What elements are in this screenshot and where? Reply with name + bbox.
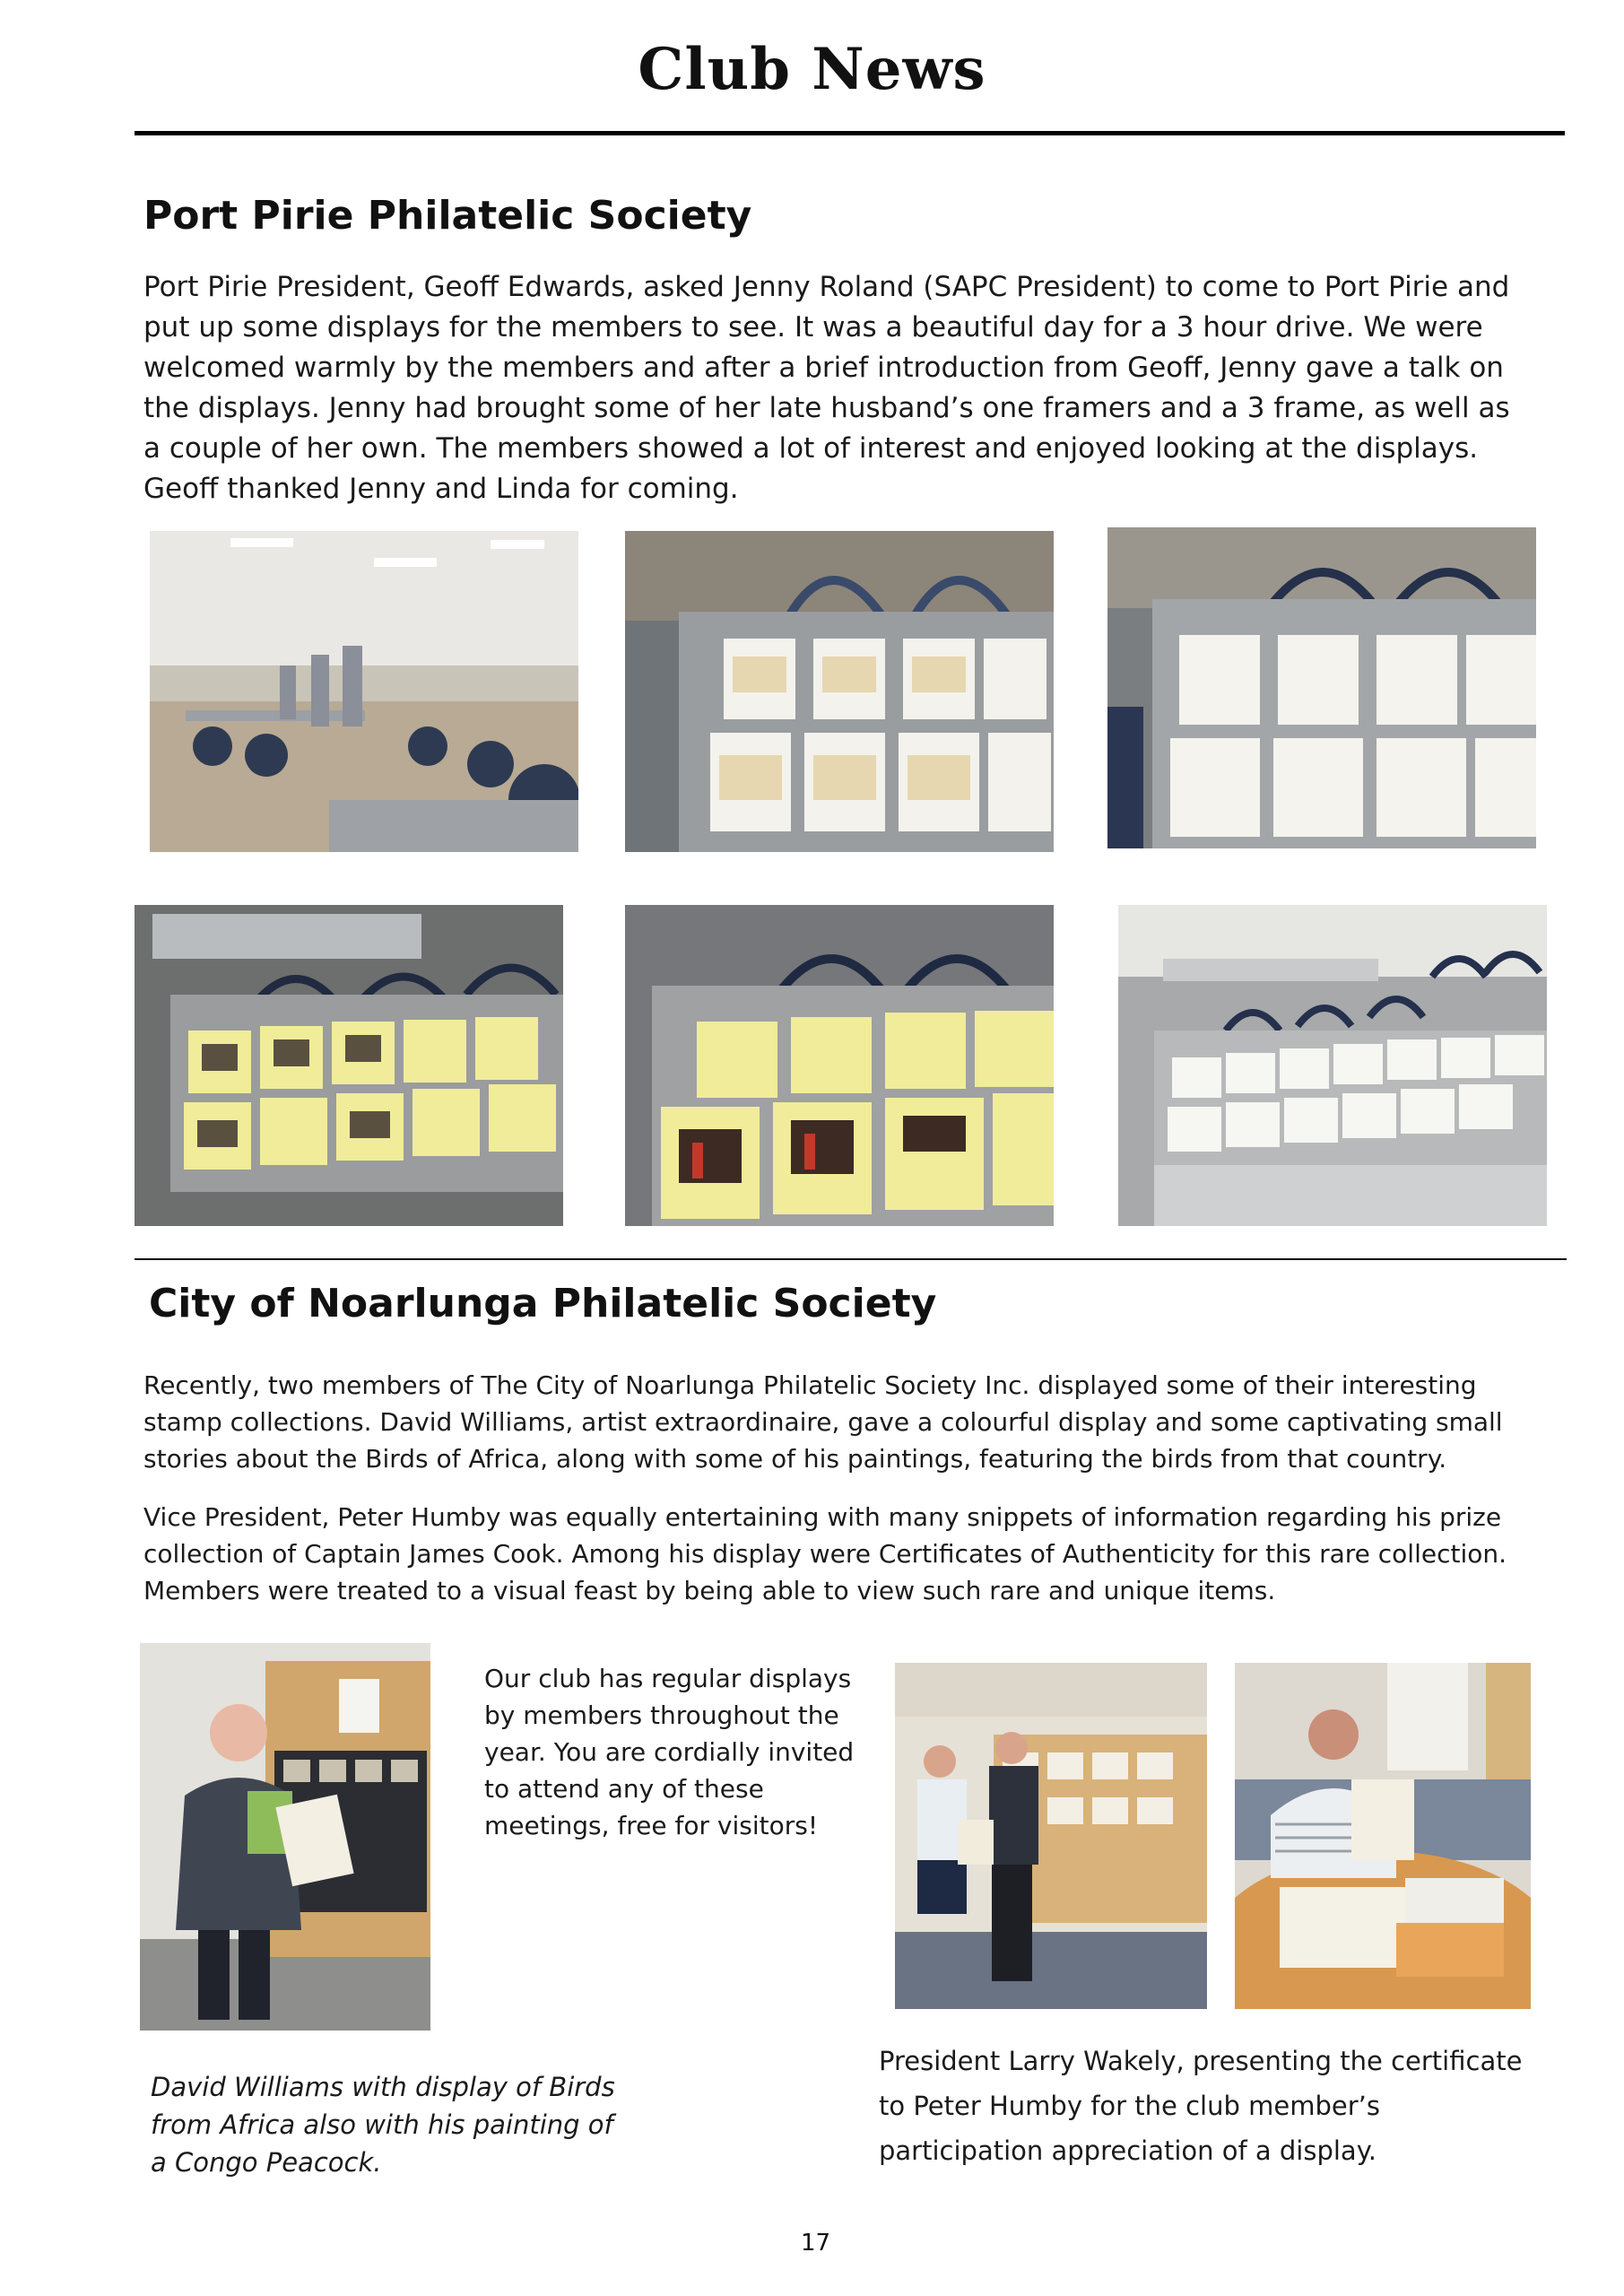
- photo-display-covers-1: [625, 531, 1054, 852]
- noarlunga-paragraph-1: Recently, two members of The City of Noarlunga Philatelic Society Inc. displayed some of their interesting stamp collections. David Williams, artist extraordinaire, gave a colourful display and some captivating small stories about the Birds of Africa, along with some of his paintings, featuring the birds from that country.: [143, 1370, 1503, 1474]
- page-number: 17: [801, 2230, 831, 2257]
- photo-display-covers-2: [1107, 527, 1536, 848]
- photo-peter-humby: [1235, 1663, 1531, 2009]
- caption-presentation: President Larry Wakely, presenting the certificate to Peter Humby for the club member’s participation appreciation of a display.: [879, 2046, 1523, 2166]
- section-heading-noarlunga: City of Noarlunga Philatelic Society: [149, 1281, 937, 1326]
- section-divider: [135, 1258, 1567, 1260]
- photo-hall-members: [150, 531, 578, 852]
- photo-display-yellow-2: [625, 905, 1054, 1226]
- photo-david-williams: [140, 1643, 430, 2031]
- photo-display-white-sheets: [1118, 905, 1547, 1226]
- noarlunga-paragraph-2: Vice President, Peter Humby was equally entertaining with many snippets of information regarding his prize collection of Captain James Cook. Among his display were Certificates of Authenticity for this rare collection. Members were treated to a visual feast by being able to view such rare and unique items.: [143, 1502, 1507, 1605]
- photo-certificate-presentation: [895, 1663, 1207, 2009]
- section-heading-port-pirie: Port Pirie Philatelic Society: [143, 193, 752, 239]
- caption-david-williams: David Williams with display of Birds from Africa also with his painting of a Congo Peacock.: [151, 2072, 615, 2178]
- photo-display-yellow-1: [135, 905, 563, 1226]
- invite-text: Our club has regular displays by members throughout the year. You are cordially invited to attend any of these meetings, free for visitors!: [484, 1664, 855, 1840]
- page-title: Club News: [638, 36, 986, 103]
- port-pirie-paragraph: Port Pirie President, Geoff Edwards, asked Jenny Roland (SAPC President) to come to Port Pirie and put up some displays for the members to see. It was a beautiful day for a 3 hour drive. We were welcomed warmly by the members and after a brief introduction from Geoff, Jenny gave a talk on the displays. Jenny had brought some of her late husband’s one framers and a 3 frame, as well as a couple of her own. The members showed a lot of interest and enjoyed looking at the displays. Geoff thanked Jenny and Linda for coming.: [143, 271, 1510, 505]
- header-rule: [135, 131, 1565, 135]
